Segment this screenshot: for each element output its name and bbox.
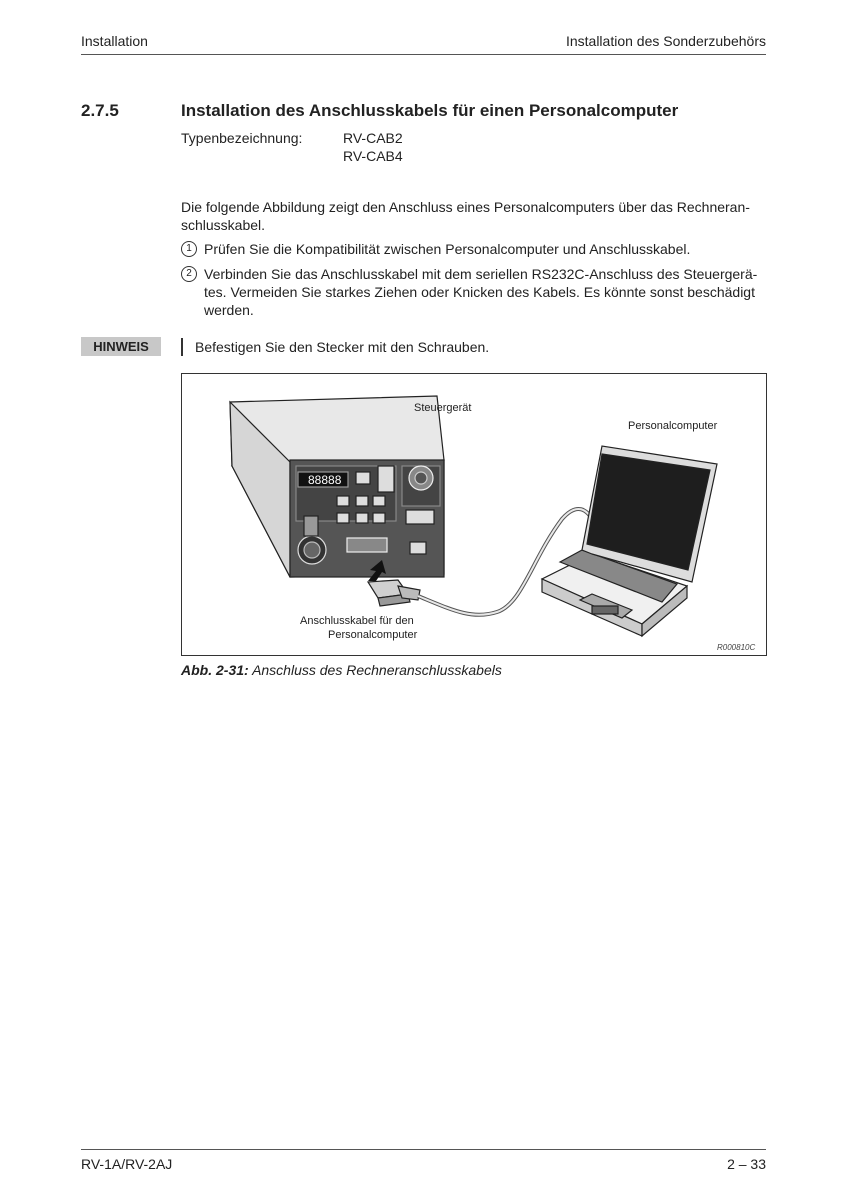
type-value-cab2: RV-CAB2 [343,130,403,146]
note-bar [181,338,183,356]
label-controller: Steuergerät [414,402,472,414]
label-cable-line-1: Anschlusskabel für den [300,615,414,627]
step-2-line-2: tes. Vermeiden Sie starkes Ziehen oder Knicken des Kabels. Es könnte sonst beschädigt [204,284,755,300]
step-2-line-3: werden. [204,302,254,318]
footer-rule [81,1149,766,1150]
footer-page-number: 2 – 33 [727,1156,766,1172]
type-designation-label: Typenbezeichnung: [181,130,303,146]
label-personal-computer: Personalcomputer [628,420,718,432]
laptop [542,446,717,636]
running-header-left: Installation [81,33,148,49]
note-text: Befestigen Sie den Stecker mit den Schrauben. [195,339,490,355]
connection-illustration [182,374,766,655]
running-header-right: Installation des Sonderzubehörs [565,33,766,49]
note-label: HINWEIS [81,337,161,356]
section-title: Installation des Anschlusskabels für einen Personalcomputer [181,101,679,120]
step-1-number: 1 [181,241,197,257]
figure-caption [181,662,502,678]
type-value-cab4: RV-CAB4 [343,148,403,164]
label-cable-line-2: Personalcomputer [328,629,418,641]
intro-paragraph [181,198,766,234]
step-1-text [204,240,766,258]
step-2-text [204,265,766,319]
caption-number: Abb. 2-31: [181,662,249,678]
figure-frame [181,373,767,656]
display-digits: 88888 [308,473,342,487]
cable-connector [368,580,420,606]
step-1-line-1: Prüfen Sie die Kompatibilität zwischen Personalcomputer und Anschlusskabel. [204,241,691,257]
intro-line-1: Die folgende Abbildung zeigt den Anschluss eines Personalcomputers über das Rechneran- [181,199,750,215]
header-rule [81,54,766,55]
step-2-number: 2 [181,266,197,282]
section-number: 2.7.5 [81,101,119,120]
figure-reference-code: R000810C [717,643,756,652]
caption-text: Anschluss des Rechneranschlusskabels [252,662,502,678]
intro-line-2: schlusskabel. [181,217,266,233]
footer-model: RV-1A/RV-2AJ [81,1156,173,1172]
step-2-line-1: Verbinden Sie das Anschlusskabel mit dem seriellen RS232C-Anschluss des Steuergerä- [204,266,758,282]
